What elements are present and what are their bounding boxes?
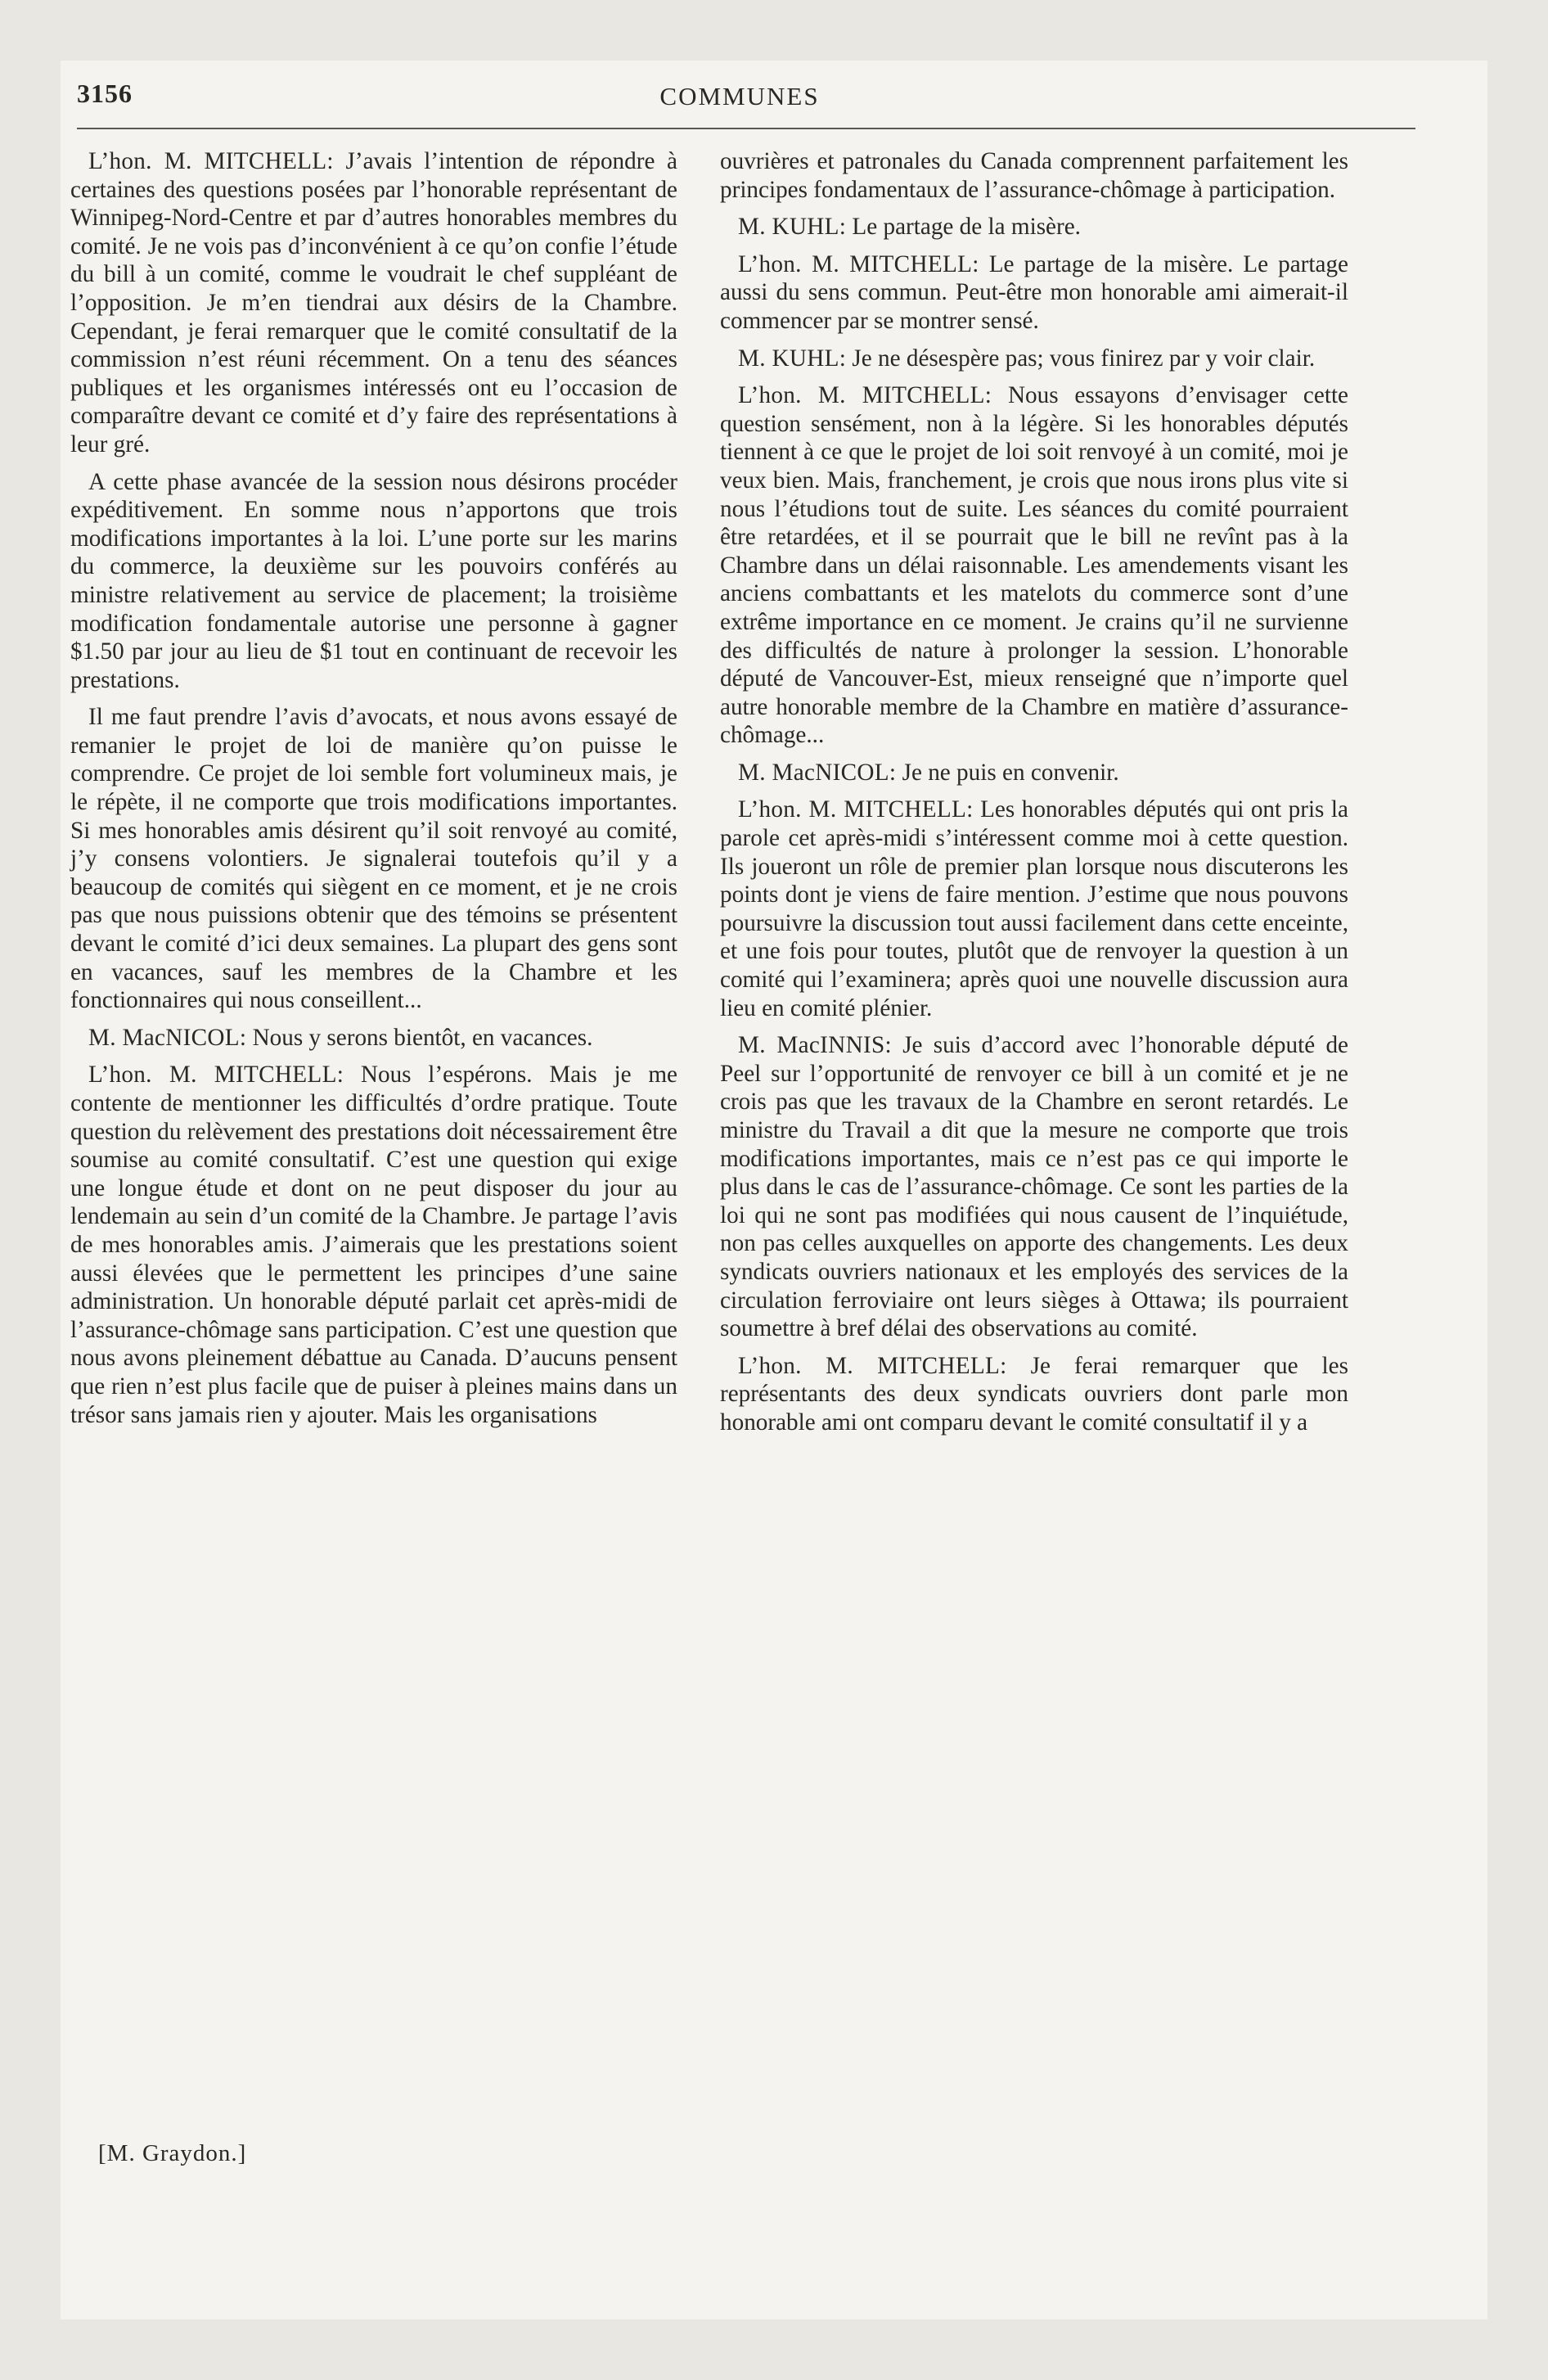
paragraph-text: Les honorables députés qui ont pris la parole cet après-midi s’intéressent comme moi à cette question. Ils joueront un rôle de premier plan lorsque nous discuterons les points dont je viens de faire mention. J’estime que nous pouvons poursuivre la discussion tout aussi facilement dans cette enceinte, et une fois pour toutes, plutôt que de renvoyer la question à un comité qui l’examinera; après quoi une nouvelle discussion aura lieu en comité plénier. (720, 796, 1348, 1021)
paragraph-text: Je ferai remarquer que les représentants des deux syndicats ouvriers dont parle mon honorable ami ont comparu devant le comité consultatif il y a (720, 1352, 1348, 1436)
left-column (70, 147, 677, 1438)
footer-note: [M. Graydon.] (98, 2140, 247, 2166)
paragraph-text: J’avais l’intention de répondre à certaines des questions posées par l’honorable représentant de Winnipeg-Nord-Centre et par d’autres honorables membres du comité. Je ne vois pas d’inconvénient à ce qu’on confie l’étude du bill à un comité, comme le voudrait le chef suppléant de l’opposition. Je m’en tiendrai aux désirs de la Chambre. Cependant, je ferai remarquer que le comité consultatif de la commission n’est réuni récemment. On a tenu des séances publiques et les organismes intéressés ont eu l’occasion de comparaître devant ce comité et d’y faire des représentations à leur gré. (70, 148, 678, 458)
paragraph-text: Le partage de la misère. Le partage aussi du sens commun. Peut-être mon honorable ami aimerait-il commencer par se montrer sensé. (720, 250, 1348, 334)
paragraph-text: Je suis d’accord avec l’honorable député de Peel sur l’opportunité de renvoyer ce bill à un comité et je ne crois pas que les travaux de la Chambre en seront retardés. Le ministre du Travail a dit que la mesure ne comporte que trois modifications importantes, mais ce n’est pas ce qui importe le plus dans le cas de l’assurance-chômage. Ce sont les parties de la loi qui ne sont pas modifiées qui nous causent de l’inquiétude, non pas celles auxquelles on apporte des changements. Les deux syndicats ouvriers nationaux et les employés des services de la circulation ferroviaire ont leurs sièges à Ottawa; ils pourraient soumettre à bref délai des observations au comité. (720, 1032, 1348, 1342)
paragraph (720, 759, 1348, 787)
paragraph (720, 213, 1348, 241)
paragraph (720, 381, 1348, 750)
paragraph (70, 1024, 677, 1053)
paragraph-text: Nous l’espérons. Mais je me contente de mentionner les difficultés d’ordre pratique. Toute question du relèvement des prestations doit nécessairement être soumise au comité consultatif. C’est une question qui exige une longue étude et dont on ne peut disposer du jour au lendemain au sein d’un comité de la Chambre. Je partage l’avis de mes honorables amis. J’aimerais que les prestations soient aussi élevées que le permettent les principes d’une saine administration. Un honorable député parlait cet après-midi de l’assurance-chômage sans participation. C’est une question que nous avons pleinement débattue au Canada. D’aucuns pensent que rien n’est plus facile que de puiser à pleines mains dans un trésor sans jamais rien y ajouter. Mais les organisations (70, 1062, 677, 1428)
paragraph (70, 147, 677, 459)
speaker-name: L’hon. M. MITCHELL: (88, 148, 334, 174)
right-column (720, 147, 1348, 1446)
speaker-name: L’hon. M. MITCHELL: (738, 796, 974, 823)
paragraph-text: Il me faut prendre l’avis d’avocats, et nous avons essayé de remanier le projet de loi de manière qu’on puisse le comprendre. Ce projet de loi semble fort volumineux mais, je le répète, il ne comporte que trois modifications importantes. Si mes honorables amis désirent qu’il soit renvoyé au comité, j’y consens volontiers. Je signalerai toutefois qu’il y a beaucoup de comités qui siègent en ce moment, et je ne crois pas que nous puissions obtenir que des témoins se présentent devant le comité d’ici deux semaines. La plupart des gens sont en vacances, sauf les membres de la Chambre et les fonctionnaires qui nous conseillent... (70, 704, 677, 1014)
paragraph (720, 796, 1348, 1022)
paragraph-text: ouvrières et patronales du Canada comprennent parfaitement les principes fondamentaux de l’assurance-chômage à participation. (720, 148, 1348, 203)
paragraph (720, 250, 1348, 336)
speaker-name: M. MacNICOL: (738, 759, 897, 786)
speaker-name: L’hon. M. MITCHELL: (738, 1352, 1007, 1379)
paragraph-text: Nous y serons bientôt, en vacances. (252, 1024, 593, 1051)
speaker-name: M. KUHL: (738, 345, 847, 372)
page-header (77, 79, 1402, 118)
speaker-name: M. KUHL: (738, 214, 847, 241)
speaker-name: L’hon. M. MITCHELL: (738, 250, 979, 277)
paragraph (720, 1352, 1348, 1437)
page-number: 3156 (77, 79, 133, 108)
paragraph (70, 1061, 677, 1429)
paragraph (720, 345, 1348, 373)
speaker-name: L’hon. M. MITCHELL: (88, 1062, 344, 1089)
paragraph (70, 703, 677, 1015)
running-head: COMMUNES (659, 82, 820, 110)
paragraph-text: A cette phase avancée de la session nous désirons procéder expéditivement. En somme nous n’apportons que trois modifications importantes à la loi. L’une porte sur les marins du commerce, la deuxième sur les pouvoirs conférés au ministre relativement au service de placement; la troisième modification fondamentale autorise une personne à gagner $1.50 par jour au lieu de $1 tout en continuant de recevoir les prestations. (70, 468, 677, 693)
speaker-name: L’hon. M. MITCHELL: (738, 382, 992, 409)
paragraph (720, 147, 1348, 204)
speaker-name: M. MacNICOL: (88, 1024, 247, 1051)
paragraph-text: Le partage de la misère. (852, 214, 1081, 241)
paragraph-text: Nous essayons d’envisager cette question sensément, non à la légère. Si les honorables députés tiennent à ce que le projet de loi soit renvoyé à un comité, moi je veux bien. Mais, franchement, je crois que nous irons plus vite si nous l’étudions tout de suite. Les séances du comité pourraient être retardées, et il se pourrait que le bill ne revînt pas à la Chambre dans un délai raisonnable. Les amendements visant les anciens combattants et les matelots du commerce sont d’une extrême importance en ce moment. Je crains qu’il ne survienne des difficultés de nature à prolonger la session. L’honorable député de Vancouver-Est, mieux renseigné que n’importe quel autre honorable membre de la Chambre en matière d’assurance-chômage... (720, 382, 1349, 749)
paragraph-text: Je ne désespère pas; vous finirez par y voir clair. (852, 345, 1316, 372)
paragraph (720, 1031, 1348, 1343)
speaker-name: M. MacINNIS: (738, 1032, 892, 1059)
paragraph (70, 468, 677, 695)
paragraph-text: Je ne puis en convenir. (902, 759, 1119, 786)
header-rule (77, 128, 1415, 129)
